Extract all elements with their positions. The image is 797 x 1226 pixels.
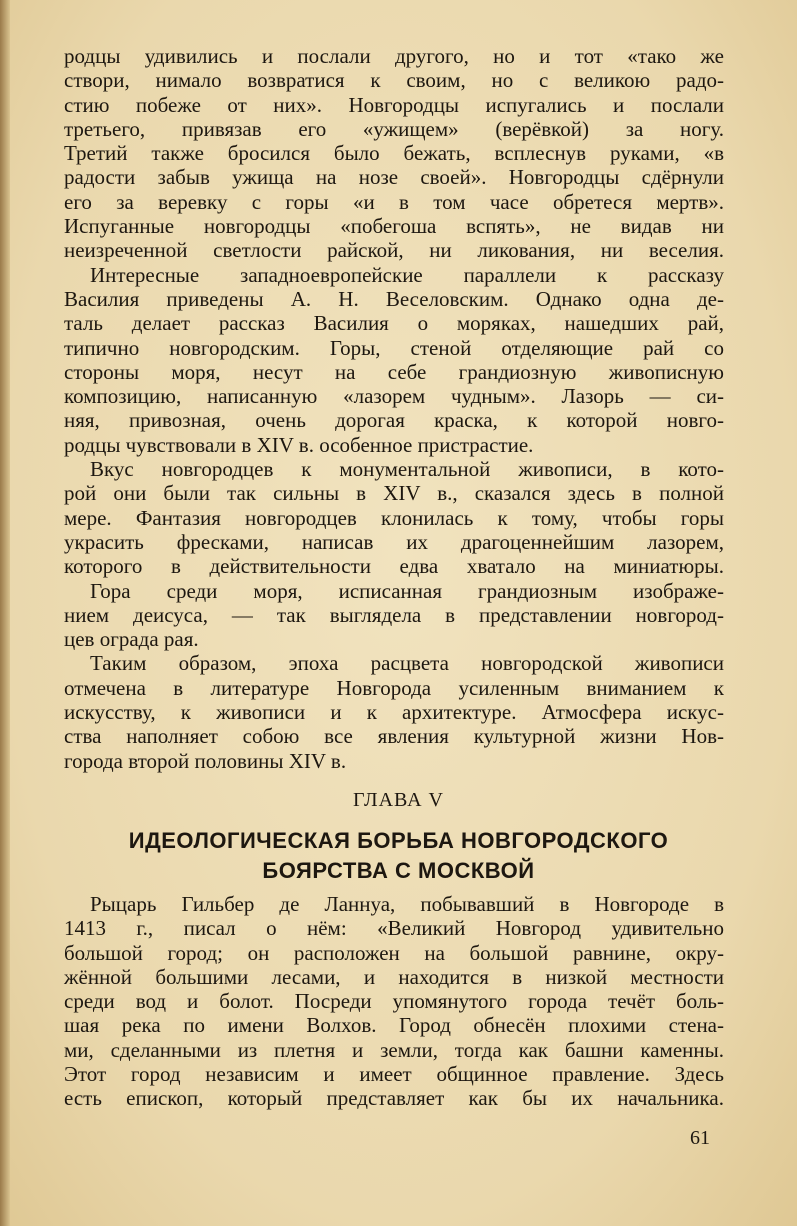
- text-line: таль делает рассказ Василия о моряках, нашедших рай,: [64, 311, 724, 336]
- text-line: ства наполняет собою все явления культурной жизни Нов-: [64, 724, 724, 749]
- text-line: большой город; он расположен на большой равнине, окру-: [64, 940, 724, 965]
- chapter-title-line: ИДЕОЛОГИЧЕСКАЯ БОРЬБА НОВГОРОДСКОГО: [128, 828, 669, 853]
- text-line: родцы чувствовали в XIV в. особенное пристрастие.: [64, 432, 534, 457]
- text-line: его за веревку с горы «и в том часе обретеся мертв».: [64, 189, 724, 214]
- paragraph: [64, 651, 724, 772]
- paragraph: [64, 457, 724, 578]
- chapter-title-line: БОЯРСТВА С МОСКВОЙ: [262, 858, 535, 883]
- page-spine-edge: [0, 0, 10, 1226]
- text-line: стороны моря, несут на себе грандиозную живописную: [64, 359, 724, 384]
- text-line: города второй половины XIV в.: [64, 748, 347, 773]
- text-line: цев ограда рая.: [64, 627, 199, 652]
- text-line: радости забыв ужища на нозе своей». Новгородцы сдёрнули: [64, 165, 724, 190]
- text-line: нием деисуса, — так выглядела в представлении новгород-: [64, 602, 724, 627]
- text-line: Третий также бросился было бежать, всплеснув руками, «в: [64, 141, 724, 166]
- text-line: искусству, к живописи и к архитектуре. Атмосфера искус-: [64, 700, 724, 725]
- text-line: Испуганные новгородцы «побегоша вспять», не видав ни: [64, 214, 724, 239]
- body-text-lower: [64, 892, 724, 1111]
- paragraph: [64, 263, 724, 457]
- chapter-title: [0, 826, 797, 886]
- text-line: няя, привозная, очень дорогая краска, к которой новго-: [64, 408, 724, 433]
- text-line: 1413 г., писал о нём: «Великий Новгород удивительно: [64, 916, 724, 941]
- text-line: есть епископ, который представляет как бы их начальника.: [64, 1086, 724, 1111]
- text-line: третьего, привязав его «ужищем» (верёвкой) за ногу.: [64, 116, 724, 141]
- text-line: родцы удивились и послали другого, но и тот «тако же: [64, 44, 724, 68]
- text-line: Этот город независим и имеет общинное правление. Здесь: [64, 1062, 724, 1087]
- text-line: Гора среди моря, исписанная грандиозным изображе-: [90, 578, 724, 603]
- text-line: Таким образом, эпоха расцвета новгородской живописи: [90, 651, 724, 676]
- text-line: неизреченной светлости райской, ни ликования, ни веселия.: [64, 238, 724, 263]
- text-line: Вкус новгородцев к монументальной живописи, в кото-: [90, 457, 724, 482]
- paragraph: [64, 892, 724, 1111]
- text-line: Интересные западноевропейские параллели к рассказу: [90, 262, 724, 287]
- text-line: ми, сделанными из плетня и земли, тогда как башни каменны.: [64, 1037, 724, 1062]
- text-line: створи, нимало возвратися к своим, но с великою радо-: [64, 68, 724, 93]
- text-line: типично новгородским. Горы, стеной отделяющие рай со: [64, 335, 724, 360]
- text-line: отмечена в литературе Новгорода усиленным вниманием к: [64, 675, 724, 700]
- text-line: среди вод и болот. Посреди упомянутого города течёт боль-: [64, 989, 724, 1014]
- text-line: жённой большими лесами, и находится в низкой местности: [64, 964, 724, 989]
- paragraph: [64, 44, 724, 263]
- text-line: рой они были так сильны в XIV в., сказался здесь в полной: [64, 481, 724, 506]
- text-line: композицию, написанную «лазорем чудным». Лазорь — си-: [64, 384, 724, 409]
- text-line: которого в действительности едва хватало на миниатюры.: [64, 554, 724, 579]
- text-line: мере. Фантазия новгородцев клонилась к тому, чтобы горы: [64, 505, 724, 530]
- paragraph: [64, 579, 724, 652]
- text-line: украсить фресками, написав их драгоценнейшим лазорем,: [64, 529, 724, 554]
- text-line: Василия приведены А. Н. Веселовским. Однако одна де-: [64, 286, 724, 311]
- page-number: 61: [690, 1127, 710, 1149]
- text-line: Рыцарь Гильбер де Ланнуа, побывавший в Новгороде в: [90, 892, 724, 916]
- chapter-label: ГЛАВА V: [352, 789, 445, 811]
- text-line: стию побеже от них». Новгородцы испугались и послали: [64, 92, 724, 117]
- text-line: шая река по имени Волхов. Город обнесён плохими стена-: [64, 1013, 724, 1038]
- body-text-upper: [64, 44, 724, 773]
